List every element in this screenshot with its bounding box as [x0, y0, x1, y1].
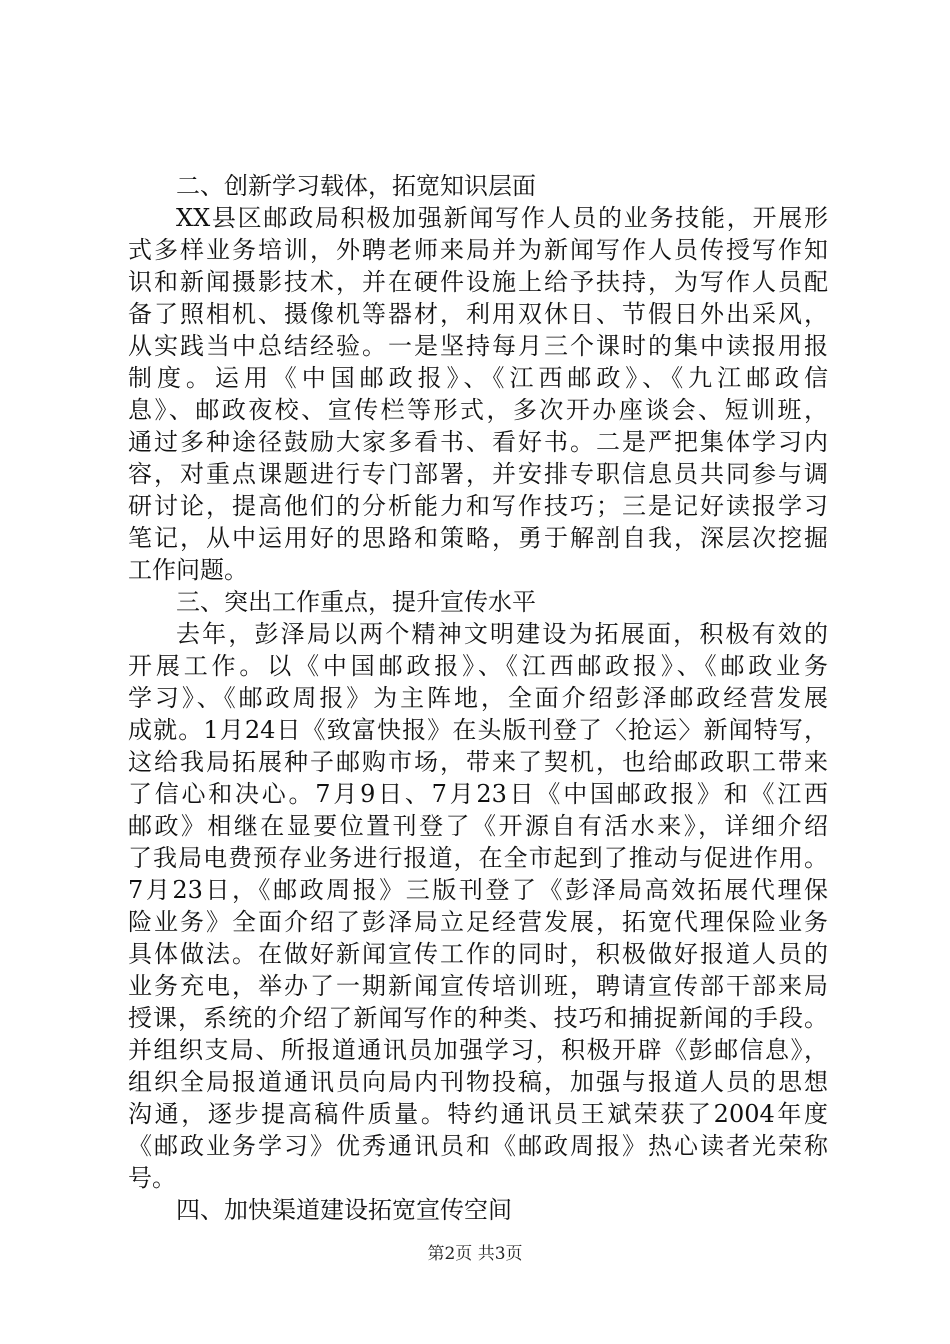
paragraph-line: 息》、邮政夜校、宣传栏等形式，多次开办座谈会、短训班， [128, 396, 828, 424]
paragraph-line: 具体做法。在做好新闻宣传工作的同时，积极做好报道人员的 [128, 940, 828, 968]
paragraph-line: 识和新闻摄影技术，并在硬件设施上给予扶持，为写作人员配 [128, 268, 828, 296]
paragraph-line: 7月23日，《邮政周报》三版刊登了《彭泽局高效拓展代理保 [128, 876, 828, 904]
paragraph-line: 业务充电，举办了一期新闻宣传培训班，聘请宣传部干部来局 [128, 972, 828, 1000]
paragraph-line: 授课，系统的介绍了新闻写作的种类、技巧和捕捉新闻的手段。 [128, 1004, 828, 1032]
paragraph-line: XX县区邮政局积极加强新闻写作人员的业务技能，开展形 [176, 204, 828, 232]
paragraph-line: 开展工作。以《中国邮政报》、《江西邮政报》、《邮政业务 [128, 652, 828, 680]
paragraph-line: 学习》、《邮政周报》为主阵地，全面介绍彭泽邮政经营发展 [128, 684, 828, 712]
paragraph-line: 险业务》全面介绍了彭泽局立足经营发展，拓宽代理保险业务 [128, 908, 828, 936]
paragraph-line: 沟通，逐步提高稿件质量。特约通讯员王斌荣获了2004年度 [128, 1100, 828, 1128]
paragraph-line: 组织全局报道通讯员向局内刊物投稿，加强与报道人员的思想 [128, 1068, 828, 1096]
section-heading: 二、创新学习载体，拓宽知识层面 [176, 172, 536, 200]
paragraph-line: 笔记，从中运用好的思路和策略，勇于解剖自我，深层次挖掘 [128, 524, 828, 552]
paragraph-line: 工作问题。 [128, 556, 248, 584]
paragraph-line: 成就。1月24日《致富快报》在头版刊登了〈抢运〉新闻特写， [128, 716, 828, 744]
paragraph-line: 研讨论，提高他们的分析能力和写作技巧；三是记好读报学习 [128, 492, 828, 520]
document-body [128, 170, 828, 1226]
paragraph-line: 制度。运用《中国邮政报》、《江西邮政》、《九江邮政信 [128, 364, 828, 392]
paragraph-line: 这给我局拓展种子邮购市场，带来了契机，也给邮政职工带来 [128, 748, 828, 776]
paragraph-line: 容，对重点课题进行专门部署，并安排专职信息员共同参与调 [128, 460, 828, 488]
paragraph-line: 去年，彭泽局以两个精神文明建设为拓展面，积极有效的 [176, 620, 828, 648]
paragraph-line: 号。 [128, 1164, 176, 1192]
paragraph-line: 备了照相机、摄像机等器材，利用双休日、节假日外出采风， [128, 300, 828, 328]
paragraph-line: 了我局电费预存业务进行报道，在全市起到了推动与促进作用。 [128, 844, 828, 872]
section-heading: 四、加快渠道建设拓宽宣传空间 [176, 1196, 512, 1224]
paragraph-line: 式多样业务培训，外聘老师来局并为新闻写作人员传授写作知 [128, 236, 828, 264]
paragraph-line: 邮政》相继在显要位置刊登了《开源自有活水来》，详细介绍 [128, 812, 828, 840]
paragraph-line: 从实践当中总结经验。一是坚持每月三个课时的集中读报用报 [128, 332, 828, 360]
paragraph-line: 《邮政业务学习》优秀通讯员和《邮政周报》热心读者光荣称 [128, 1132, 828, 1160]
page-number-footer: 第2页 共3页 [427, 1244, 523, 1264]
paragraph-line: 了信心和决心。7月9日、7月23日《中国邮政报》和《江西 [128, 780, 828, 808]
paragraph-line: 并组织支局、所报道通讯员加强学习，积极开辟《彭邮信息》， [128, 1036, 828, 1064]
section-heading: 三、突出工作重点，提升宣传水平 [176, 588, 536, 616]
paragraph-line: 通过多种途径鼓励大家多看书、看好书。二是严把集体学习内 [128, 428, 828, 456]
